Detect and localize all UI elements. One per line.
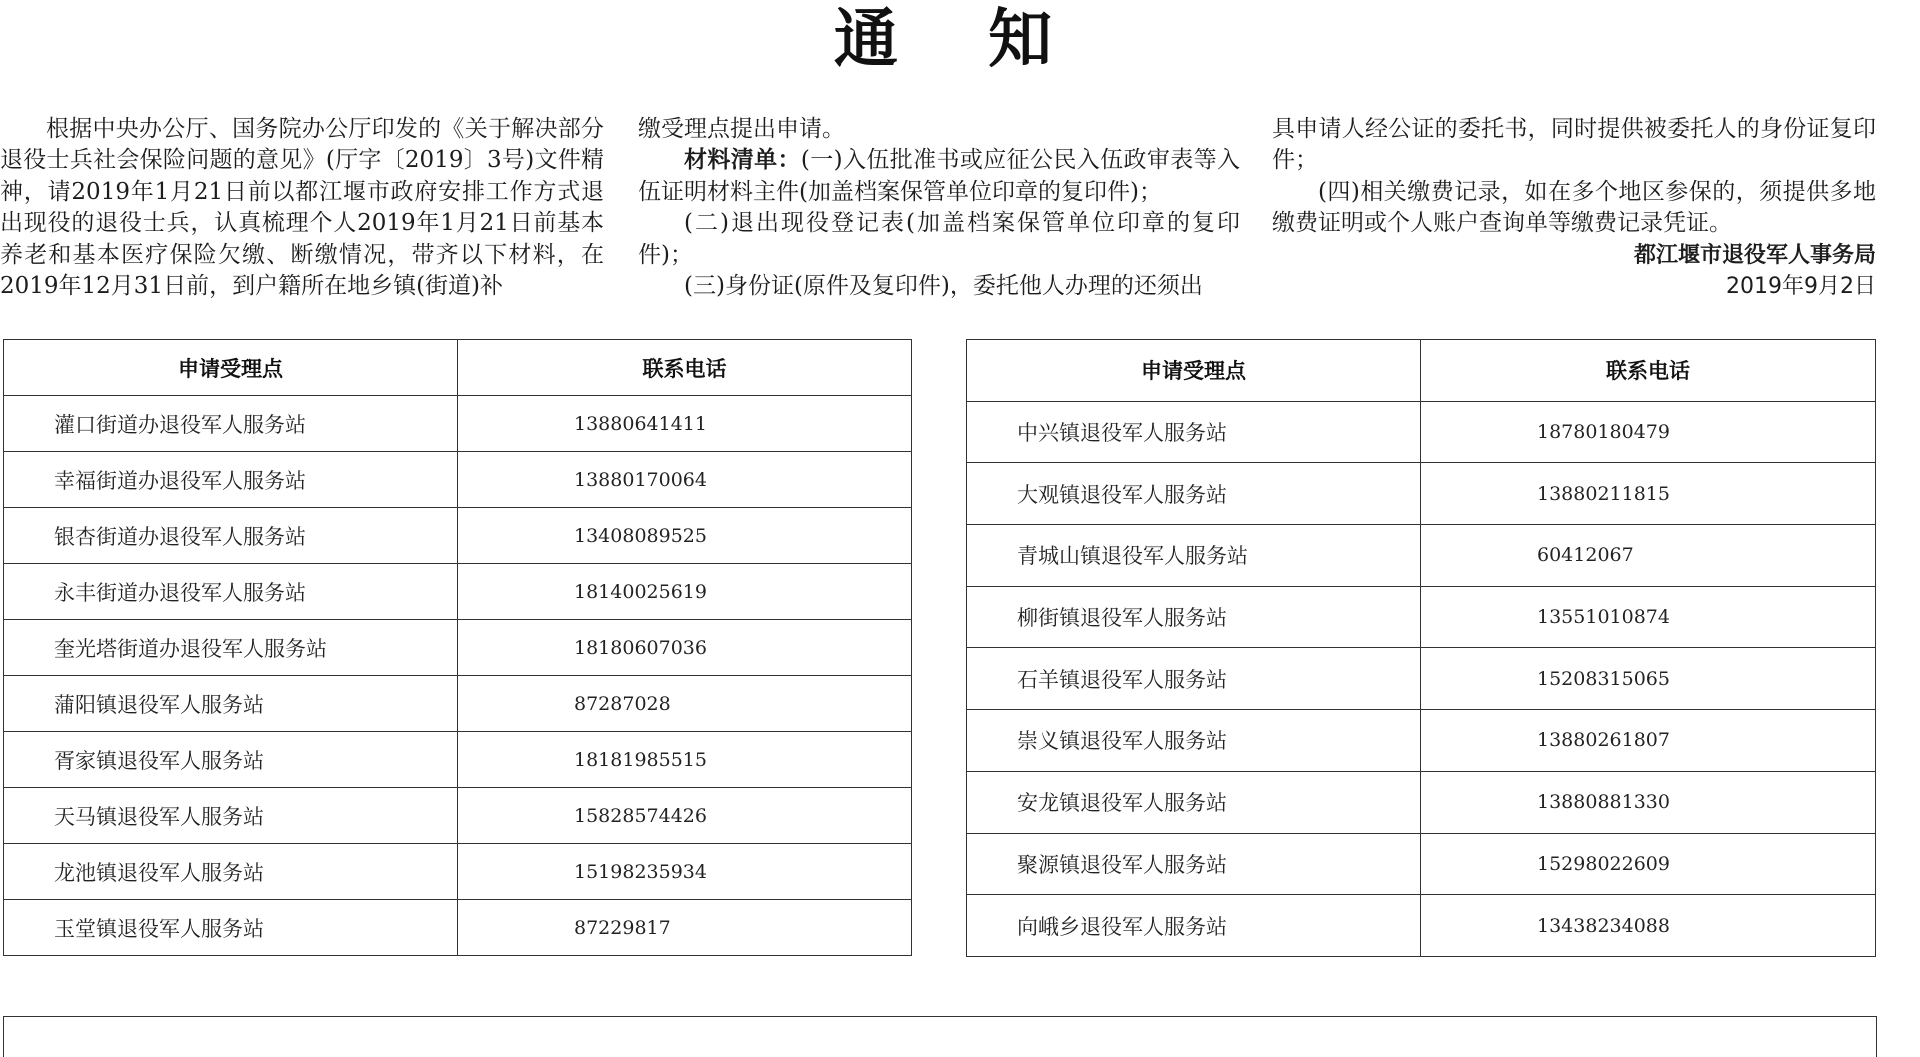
station-name: 天马镇退役军人服务站: [4, 788, 458, 844]
table-row: [4, 452, 912, 508]
table-row: [4, 900, 912, 956]
table-row: [4, 676, 912, 732]
table-row: [967, 401, 1876, 463]
station-name: 安龙镇退役军人服务站: [967, 771, 1421, 833]
station-name: 青城山镇退役军人服务站: [967, 525, 1421, 587]
station-name: 柳街镇退役军人服务站: [967, 586, 1421, 648]
station-name: 崇义镇退役军人服务站: [967, 710, 1421, 772]
station-name: 向峨乡退役军人服务站: [967, 895, 1421, 957]
table-row: [967, 895, 1876, 957]
station-phone: 13880641411: [458, 396, 912, 452]
contact-table-left: [3, 339, 912, 956]
station-phone: 13408089525: [458, 508, 912, 564]
station-name: 永丰街道办退役军人服务站: [4, 564, 458, 620]
station-name: 大观镇退役军人服务站: [967, 463, 1421, 525]
station-phone: 13880881330: [1421, 771, 1876, 833]
materials-list-item-1: [638, 145, 1240, 208]
station-phone: 15298022609: [1421, 833, 1876, 895]
station-phone: 18180607036: [458, 620, 912, 676]
issuer-signature: 都江堰市退役军人事务局: [1633, 242, 1876, 268]
materials-list-item-4: (四)相关缴费记录，如在多个地区参保的，须提供多地缴费证明或个人账户查询单等缴费记录凭证。: [1272, 178, 1876, 237]
materials-list-item-2: (二)退出现役登记表(加盖档案保管单位印章的复印件)；: [638, 210, 1240, 268]
bottom-frame: [3, 1016, 1877, 1057]
station-name: 中兴镇退役军人服务站: [967, 401, 1421, 463]
table-header-row: [967, 340, 1876, 402]
contact-table-right: [966, 339, 1876, 957]
table-row: [4, 844, 912, 900]
station-name: 银杏街道办退役军人服务站: [4, 508, 458, 564]
station-phone: 18140025619: [458, 564, 912, 620]
column-header-phone: 联系电话: [458, 340, 912, 396]
station-phone: 13438234088: [1421, 895, 1876, 957]
materials-list-item-3-continued: 具申请人经公证的委托书，同时提供被委托人的身份证复印件；: [1272, 116, 1876, 174]
table-row: [4, 396, 912, 452]
station-name: 灌口街道办退役军人服务站: [4, 396, 458, 452]
notice-column-2: [638, 114, 1240, 302]
issue-date: 2019年9月2日: [1726, 274, 1876, 300]
table-row: [967, 833, 1876, 895]
table-row: [967, 463, 1876, 525]
station-phone: 15198235934: [458, 844, 912, 900]
notice-title: 通 知: [833, 2, 1087, 77]
table-row: [4, 620, 912, 676]
station-phone: 18780180479: [1421, 401, 1876, 463]
station-name: 幸福街道办退役军人服务站: [4, 452, 458, 508]
station-name: 蒲阳镇退役军人服务站: [4, 676, 458, 732]
materials-list-item-3: (三)身份证(原件及复印件)，委托他人办理的还须出: [684, 273, 1203, 300]
station-phone: 87229817: [458, 900, 912, 956]
materials-list-label: 材料清单：: [684, 147, 801, 174]
station-name: 胥家镇退役军人服务站: [4, 732, 458, 788]
station-phone: 87287028: [458, 676, 912, 732]
station-phone: 13880261807: [1421, 710, 1876, 772]
station-name: 玉堂镇退役军人服务站: [4, 900, 458, 956]
station-name: 聚源镇退役军人服务站: [967, 833, 1421, 895]
materials-list-text-1: (一)入伍批准书或应征公民入伍政审表等入伍证明材料主件(加盖档案保管单位印章的复印件)；: [638, 147, 1240, 205]
table-row: [967, 648, 1876, 710]
station-phone: 15208315065: [1421, 648, 1876, 710]
station-phone: 60412067: [1421, 525, 1876, 587]
notice-column-1: [0, 114, 604, 302]
table-row: [967, 586, 1876, 648]
station-name: 龙池镇退役军人服务站: [4, 844, 458, 900]
station-phone: 13880211815: [1421, 463, 1876, 525]
table-row: [4, 564, 912, 620]
table-header-row: [4, 340, 912, 396]
station-name: 奎光塔街道办退役军人服务站: [4, 620, 458, 676]
station-phone: 13551010874: [1421, 586, 1876, 648]
column-header-location: 申请受理点: [967, 340, 1421, 402]
station-phone: 15828574426: [458, 788, 912, 844]
column-header-phone: 联系电话: [1421, 340, 1876, 402]
station-name: 石羊镇退役军人服务站: [967, 648, 1421, 710]
table-row: [967, 710, 1876, 772]
table-row: [967, 771, 1876, 833]
table-row: [967, 525, 1876, 587]
notice-paragraph-continued: 缴受理点提出申请。: [638, 116, 845, 142]
station-phone: 18181985515: [458, 732, 912, 788]
station-phone: 13880170064: [458, 452, 912, 508]
table-row: [4, 732, 912, 788]
notice-column-3: [1272, 114, 1876, 302]
column-header-location: 申请受理点: [4, 340, 458, 396]
table-row: [4, 508, 912, 564]
table-row: [4, 788, 912, 844]
notice-paragraph-intro: 根据中央办公厅、国务院办公厅印发的《关于解决部分退役士兵社会保险问题的意见》(厅字〔2019〕3号)文件精神，请2019年1月21日前以都江堰市政府安排工作方式退出现役的退役士兵，认真梳理个人2019年1月21日前基本养老和基本医疗保险欠缴、断缴情况，带齐以下材料，在2019年12月31日前，到户籍所在地乡镇(街道)补: [0, 116, 604, 300]
